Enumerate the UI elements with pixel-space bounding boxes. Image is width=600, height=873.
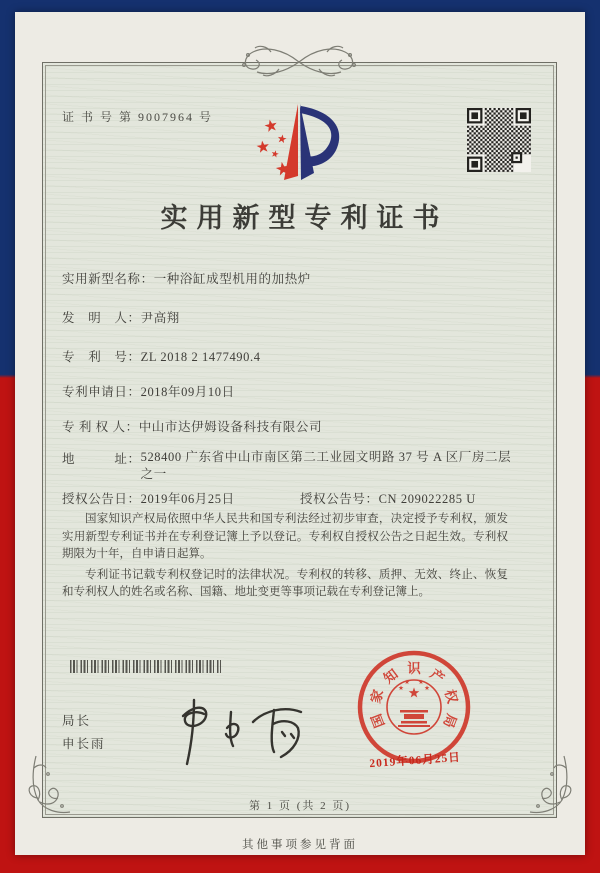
- seal-text-char: 产: [427, 666, 448, 687]
- field-value-inventor: 尹高翔: [140, 311, 180, 325]
- seal-text-char: 权: [441, 687, 461, 705]
- legal-paragraph-2: 专利证书记载专利权登记时的法律状况。专利权的转移、质押、无效、终止、恢复和专利权人的姓名或名称、国籍、地址变更等事项记载在专利登记簿上。: [62, 568, 508, 599]
- seal-text-char: 家: [367, 687, 387, 705]
- field-label-filing-date: 专利申请日：: [62, 385, 141, 399]
- field-value-patent-no: ZL 2018 2 1477490.4: [140, 350, 261, 364]
- field-label-patentee: 专 利 权 人：: [62, 420, 139, 434]
- field-value-patentee: 中山市达伊姆设备科技有限公司: [138, 420, 323, 434]
- signer-name: 申长雨: [62, 737, 106, 751]
- seal-text-char: 知: [380, 666, 401, 687]
- field-label-grant-date: 授权公告日：: [62, 492, 141, 506]
- field-row-inventor: [62, 308, 532, 326]
- field-value-filing-date: 2018年09月10日: [140, 385, 235, 399]
- top-flourish-ornament: [219, 42, 379, 82]
- certificate-number: 证 书 号 第 9007964 号: [62, 110, 214, 124]
- field-row-address: [62, 449, 522, 483]
- field-value-grant-date: 2019年06月25日: [140, 492, 235, 506]
- cnipa-logo-icon: [243, 100, 357, 184]
- seal-national-emblem-icon: [387, 679, 441, 734]
- field-value-name: 一种浴缸成型机用的加热炉: [153, 272, 311, 286]
- field-row-patentee: [62, 417, 532, 435]
- certificate-paper: [15, 12, 585, 855]
- legal-text-block: [62, 511, 508, 605]
- seal-date: 2019年06月25日: [369, 751, 462, 771]
- qr-code: [467, 108, 531, 172]
- field-label-grant-no: 授权公告号：: [300, 492, 379, 506]
- certificate-title: 实用新型专利证书: [160, 203, 449, 233]
- back-side-note: 其他事项参见背面: [242, 839, 358, 851]
- field-label-address: 地 址：: [62, 452, 141, 466]
- signer-title: 局长: [62, 714, 92, 728]
- page-number: 第 1 页 (共 2 页): [248, 800, 352, 812]
- field-row-filing-date: [62, 382, 532, 400]
- field-label-inventor: 发 明 人：: [62, 311, 141, 325]
- field-row-name: [62, 269, 532, 287]
- barcode: [70, 660, 221, 673]
- legal-paragraph-1: 国家知识产权局依照中华人民共和国专利法经过初步审查，决定授予专利权，颁发实用新型专利证书并在专利登记簿上予以登记。专利权自授权公告之日起生效。专利权期限为十年，自申请日起算。: [62, 513, 508, 561]
- field-label-patent-no: 专 利 号：: [62, 350, 141, 364]
- field-pair-grant-no: [300, 489, 476, 507]
- seal-text-char: 局: [440, 711, 460, 730]
- handwritten-signature: [161, 694, 311, 774]
- seal-text-char: 识: [407, 661, 421, 676]
- seal-text-char: 国: [368, 711, 388, 730]
- field-row-grant: [62, 489, 532, 507]
- field-value-grant-no: CN 209022285 U: [378, 492, 476, 506]
- field-value-address: 528400 广东省中山市南区第二工业园文明路 37 号 A 区厂房二层之一: [140, 450, 512, 481]
- field-label-name: 实用新型名称：: [62, 272, 154, 286]
- field-row-patent-no: [62, 347, 532, 365]
